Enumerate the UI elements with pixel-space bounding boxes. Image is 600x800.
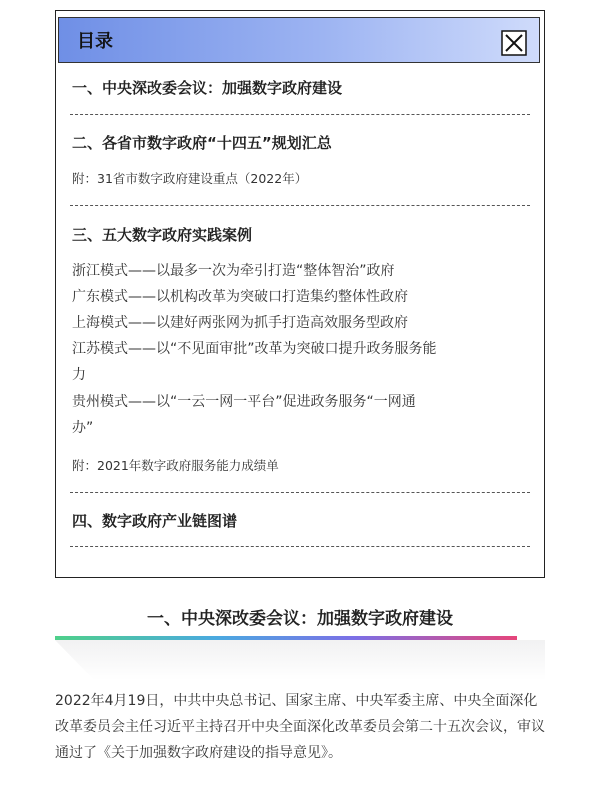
heading-shadow bbox=[55, 640, 545, 680]
toc-case-shanghai[interactable]: 上海模式——以建好两张网为抓手打造高效服务型政府 bbox=[72, 315, 408, 331]
close-icon[interactable] bbox=[501, 30, 527, 56]
toc-note-section-2: 附：31省市数字政府建设重点（2022年） bbox=[72, 171, 308, 186]
heading-gradient-bar bbox=[55, 636, 517, 640]
section-heading: 一、中央深改委会议：加强数字政府建设 bbox=[147, 609, 453, 629]
toc-case-zhejiang[interactable]: 浙江模式——以最多一次为牵引打造“整体智治”政府 bbox=[72, 263, 395, 279]
divider bbox=[70, 492, 530, 493]
divider bbox=[70, 205, 530, 206]
toc-case-guangdong[interactable]: 广东模式——以机构改革为突破口打造集约整体性政府 bbox=[72, 289, 408, 305]
toc-case-guizhou[interactable]: 贵州模式——以“一云一网一平台”促进政务服务“一网通 bbox=[72, 394, 416, 410]
toc-case-jiangsu-cont[interactable]: 力 bbox=[72, 367, 86, 383]
toc-header bbox=[58, 17, 540, 63]
article-paragraph: 2022年4月19日，中共中央总书记、国家主席、中央军委主席、中央全面深化改革委员会主任习近平主持召开中央全面深化改革委员会第二十五次会议，审议通过了《关于加强数字政府建设的指导意见》。 bbox=[55, 693, 545, 761]
toc-note-section-3: 附：2021年数字政府服务能力成绩单 bbox=[72, 458, 279, 473]
divider bbox=[70, 546, 530, 547]
toc-case-guizhou-cont[interactable]: 办” bbox=[72, 420, 94, 436]
divider bbox=[70, 114, 530, 115]
table-of-contents bbox=[55, 10, 545, 578]
toc-item-section-4[interactable]: 四、数字政府产业链图谱 bbox=[72, 512, 238, 530]
toc-item-section-3[interactable]: 三、五大数字政府实践案例 bbox=[72, 226, 253, 244]
toc-item-section-2[interactable]: 二、各省市数字政府“十四五”规划汇总 bbox=[72, 134, 332, 152]
toc-item-section-1[interactable]: 一、中央深改委会议：加强数字政府建设 bbox=[72, 79, 343, 97]
toc-case-jiangsu[interactable]: 江苏模式——以“不见面审批”改革为突破口提升政务服务能 bbox=[72, 341, 437, 357]
toc-title: 目录 bbox=[77, 31, 113, 52]
